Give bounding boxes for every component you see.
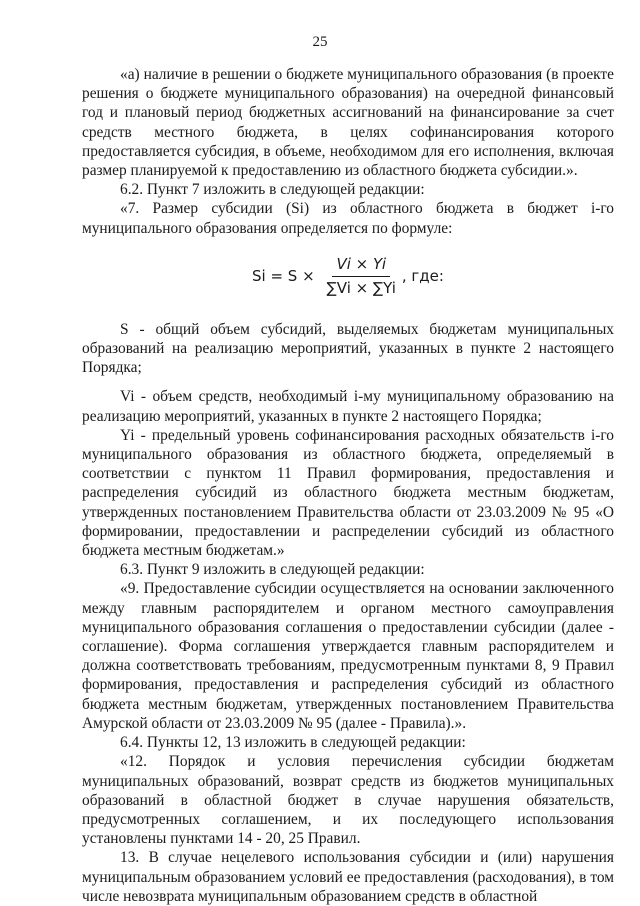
formula-fraction — [323, 255, 400, 298]
formula-suffix: , где: — [401, 267, 444, 286]
page-number: 25 — [312, 34, 328, 50]
paragraph-def-yi: Yi - предельный уровень софинансирования расходных обязательств i-го муниципального образования из областного бюджета, определяемый в соответствии с пунктом 11 Правил формирования, предоставления и распределения субсидий из областного бюджета местным бюджетам, утвержденных постановлением Правительства области от 23.03.2009 № 95 «О формировании, предоставлении и распределении субсидий из областного бюджета местным бюджетам.» — [82, 426, 614, 560]
paragraph-clause-a: «а) наличие в решении о бюджете муниципального образования (в проекте решения о бюджете муниципального образования) на очередной финансовый год и плановый период бюджетных ассигнований на финансирование за счет средств местного бюджета, в целях софинансирования которого предоставляется субсидия, в объеме, необходимом для его исполнения, включая размер планируемой к предоставлению из областного бюджета субсидии.». — [82, 66, 614, 180]
subsidy-formula — [82, 252, 614, 302]
paragraph-6-2: 6.2. Пункт 7 изложить в следующей редакции: — [120, 181, 425, 199]
formula-numerator: Vi × Yi — [332, 255, 390, 277]
paragraph-clause-7: «7. Размер субсидии (Si) из областного бюджета в бюджет i-го муниципального образования определяется по формуле: — [82, 200, 614, 237]
formula-denominator: ∑Vi × ∑Yi — [326, 279, 396, 298]
paragraph-def-vi: Vi - объем средств, необходимый i-му муниципальному образованию на реализацию мероприятий, указанных в пункте 2 настоящего Порядка; — [82, 388, 614, 425]
formula-lhs: Si = S × — [252, 267, 315, 286]
paragraph-6-3: 6.3. Пункт 9 изложить в следующей редакции: — [120, 561, 425, 579]
paragraph-6-4: 6.4. Пункты 12, 13 изложить в следующей редакции: — [120, 734, 466, 752]
paragraph-clause-13: 13. В случае нецелевого использования субсидии и (или) нарушения муниципальным образованием условий ее предоставления (расходования), в том числе невозврата муниципальным образованием средств в областной — [82, 849, 614, 905]
document-body — [82, 65, 614, 906]
paragraph-clause-12: «12. Порядок и условия перечисления субсидии бюджетам муниципальных образований, возврат средств из бюджетов муниципальных образований в областной бюджет в случае нарушения обязательств, предусмотренных соглашением, и их последующего использования установлены пунктами 14 - 20, 25 Правил. — [82, 753, 614, 848]
paragraph-def-s: S - общий объем субсидий, выделяемых бюджетам муниципальных образований на реализацию мероприятий, указанных в пункте 2 настоящего Порядка; — [82, 320, 614, 377]
paragraph-clause-9: «9. Предоставление субсидии осуществляется на основании заключенного между главным распорядителем и органом местного самоуправления муниципального образования соглашения о предоставлении субсидии (далее - соглашение). Форма соглашения утверждается главным распорядителем и должна соответствовать требованиям, предусмотренным пунктами 8, 9 Правил формирования, предоставления и распределения субсидий из областного бюджета местным бюджетам, утвержденных постановлением Правительства Амурской области от 23.03.2009 № 95 (далее - Правила).». — [82, 580, 614, 732]
